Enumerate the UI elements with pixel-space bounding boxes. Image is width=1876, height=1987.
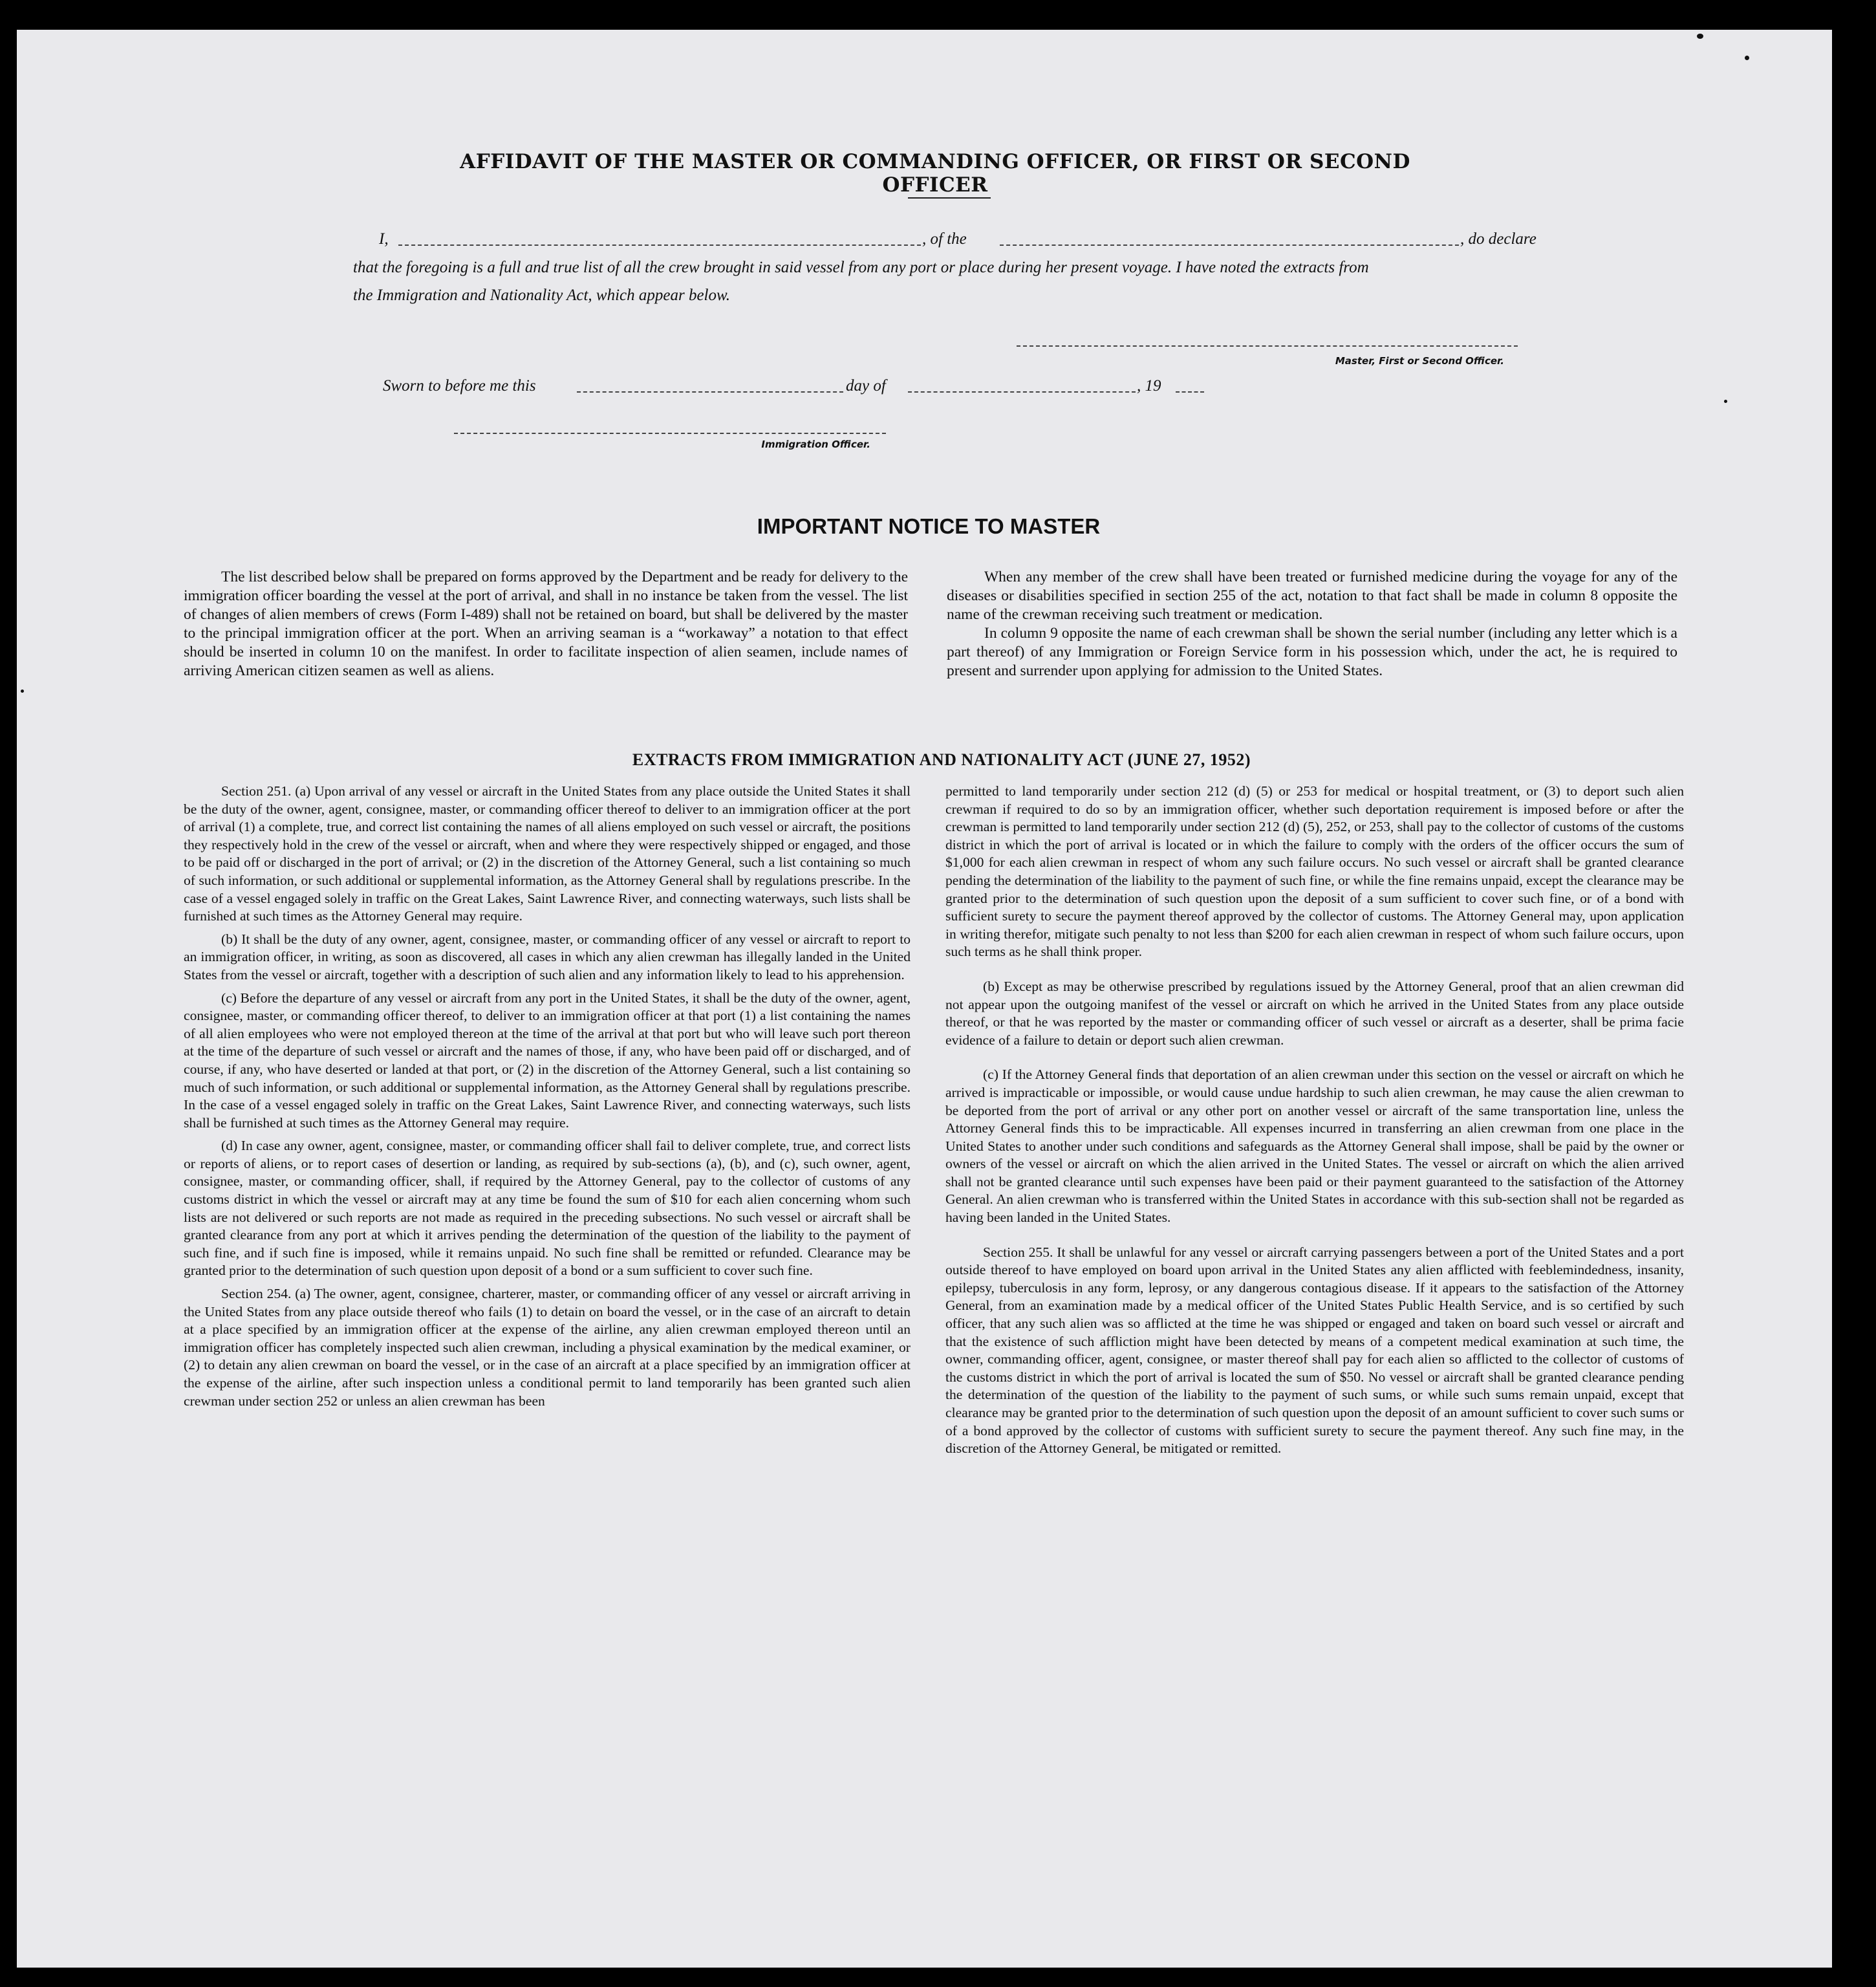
notice-right-column — [947, 568, 1677, 680]
officer-signature-caption: Immigration Officer. — [761, 439, 870, 450]
notice-left-column — [184, 568, 908, 680]
notice-left-paragraph: The list described below shall be prepared on forms approved by the Department and be ready for delivery to the immigration officer boarding the vessel at the port of arrival, and shall in no instance be taken from the vessel. The list of changes of alien members of crews (Form I-489) shall not be retained on board, but shall be delivered by the master to the principal immigration officer at the port. When an arriving seaman is a “workaway” a notation to that effect should be inserted in column 10 on the manifest. In order to facilitate inspection of alien seamen, include names of arriving American citizen seamen as well as aliens. — [184, 569, 908, 679]
scan-speck — [1697, 34, 1703, 39]
scan-speck — [1724, 400, 1727, 403]
sworn-day-of: day of — [846, 377, 886, 395]
notice-right-paragraph-1: When any member of the crew shall have been treated or furnished medicine during the voyage for any of the diseases or disabilities specified in section 255 of the act, notation to that fact shall be made in column 8 opposite the name of the crewman receiving such treatment or medication. — [947, 569, 1677, 623]
document-page — [17, 30, 1832, 1968]
section-254-a: Section 254. (a) The owner, agent, consignee, charterer, master, or commanding officer of any vessel or aircraft arriving in the United States from any place outside thereof who fails (1) to detain on board the vessel, or in the case of an aircraft to detain at a place specified by an immigration officer at the expense of the airline, any alien crewman employed thereon until an immigration officer has completely inspected such alien crewman, including a physical examination by the medical examiner, or (2) to detain any alien crewman on board the vessel, or in the case of an aircraft at a place specified by an immigration officer at the expense of the airline, after such inspection unless a conditional permit to land temporarily has been granted such alien crewman under section 252 or unless an alien crewman has been — [184, 1286, 911, 1409]
master-signature-caption: Master, First or Second Officer. — [1335, 355, 1504, 367]
section-254-b: (b) Except as may be otherwise prescribed by regulations issued by the Attorney General, proof that an alien crewman did not appear upon the outgoing manifest of the vessel or aircraft on which he arrived in the United States from any place outside thereof, or that he was reported by the master or commanding officer of such vessel or aircraft as a deserter, shall be prima facie evidence of a failure to detain or deport such alien crewman. — [945, 978, 1684, 1048]
statement-line-1: that the foregoing is a full and true list of all the crew brought in said vessel from any port or place during her present voyage. I have noted the extracts from — [353, 259, 1369, 276]
title-divider — [908, 197, 991, 199]
statement-line-2: the Immigration and Nationality Act, which appear below. — [353, 287, 731, 304]
sworn-year: , 19 — [1137, 377, 1161, 395]
scan-speck — [21, 689, 24, 693]
sworn-year-fill-line[interactable] — [1176, 391, 1204, 393]
name-fill-line[interactable] — [398, 244, 921, 246]
declaration-line — [353, 230, 1536, 252]
declaration-prefix: I, — [379, 230, 389, 248]
notice-right-paragraph-2: In column 9 opposite the name of each crewman shall be shown the serial number (including any letter which is a part thereof) of any Immigration or Foreign Service form in his possession which, under the act, he is required to present and surrender upon applying for admission to the United States. — [947, 625, 1677, 679]
section-251-c: (c) Before the departure of any vessel or aircraft from any port in the United States, it shall be the duty of the owner, agent, consignee, master, or commanding officer thereof, to deliver to an immigration officer at that port (1) a list containing the names of all alien employees who were not employed thereon at the time of the arrival at that port but who will leave such port thereon at the time of the departure of such vessel or aircraft and the names of those, if any, who have been paid off or discharged, and of course, if any, who have deserted or landed at that port, or (2) in the discretion of the Attorney General, such a list containing so much of such information, or such additional or supplemental information, as the Attorney General shall by regulations prescribe. In the case of a vessel engaged solely in traffic on the Great Lakes, Saint Lawrence River, and connecting waterways, such lists shall be furnished at such times as the Attorney General may require. — [184, 990, 911, 1131]
notice-title: IMPORTANT NOTICE TO MASTER — [757, 514, 1101, 538]
section-254-a-continued: permitted to land temporarily under section 212 (d) (5) or 253 for medical or hospital treatment, or (3) to deport such alien crewman if required to do so by an immigration officer, whether such deportation requirement is imposed before or after the crewman is permitted to land temporarily under section 212 (d) (5), 252, or 253, shall pay to the collector of customs of the customs district in which the port of arrival is located or in which the failure to comply with the orders of the officer occurs the sum of $1,000 for each alien crewman in respect of whom any such failure occurs. No such vessel or aircraft shall be granted clearance pending the determination of the liability to the payment of such fine, or while the fine remains unpaid, except the clearance may be granted prior to the determination of such question upon the deposit of a sum sufficient to cover such fine, or of a bond with sufficient surety to secure the payment thereof approved by the collector of customs. The Attorney General may, upon application in writing therefor, mitigate such penalty to not less than $200 for each alien crewman in respect of whom such failure occurs, upon such terms as he shall think proper. — [945, 783, 1684, 960]
section-251-b: (b) It shall be the duty of any owner, agent, consignee, master, or commanding officer of any vessel or aircraft to report to an immigration officer, in writing, as soon as discovered, all cases in which any alien crewman has illegally landed in the United States from the vessel or aircraft, together with a description of such alien and any information likely to lead to his apprehension. — [184, 931, 911, 983]
section-251-a: Section 251. (a) Upon arrival of any vessel or aircraft in the United States from any place outside the United States it shall be the duty of the owner, agent, consignee, master, or commanding officer thereof to deliver to an immigration officer at the port of arrival (1) a complete, true, and correct list containing the names of all aliens employed on such vessel or aircraft, the positions they respectively hold in the crew of the vessel or aircraft, when and where they were respectively shipped or engaged, and those to be paid off or discharged in the port of arrival; or (2) in the discretion of the Attorney General, such a list containing so much of such information, or such additional or supplemental information, as the Attorney General shall by regulations prescribe. In the case of a vessel engaged solely in traffic on the Great Lakes, Saint Lawrence River, and connecting waterways, such lists shall be furnished at such times as the Attorney General may require. — [184, 783, 911, 924]
affidavit-title: AFFIDAVIT OF THE MASTER OR COMMANDING OFFICER, OR FIRST OR SECOND OFFICER — [460, 150, 1410, 197]
section-255: Section 255. It shall be unlawful for any vessel or aircraft carrying passengers between a port of the United States and a port outside thereof to have employed on board upon arrival in the United States any alien afflicted with feeblemindedness, insanity, epilepsy, tuberculosis in any form, leprosy, or any dangerous contagious disease. If it appears to the satisfaction of the Attorney General, from an examination made by a medical officer of the United States Public Health Service, and is so certified by such officer, that any such alien was so afflicted at the time he was shipped or engaged and taken on board such vessel or aircraft and that the existence of such affliction might have been detected by means of a competent medical examination at such time, the owner, commanding officer, agent, consignee, or master thereof shall pay for each alien so afflicted to the collector of customs of the customs district in which the port of arrival is located the sum of $50. No vessel or aircraft shall be granted clearance pending the determination of the question of the liability to the payment of such sums, or while such sums remain unpaid, except that clearance may be granted prior to the determination of such question upon the deposit of an amount sufficient to cover such sums or of a bond approved by the collector of customs with sufficient surety to secure the payment thereof. Any such fine may, in the discretion of the Attorney General, be mitigated or remitted. — [945, 1244, 1684, 1457]
sworn-line — [383, 377, 1224, 399]
sworn-month-fill-line[interactable] — [908, 391, 1136, 393]
extracts-left-column — [184, 783, 911, 1415]
declaration-suffix: , do declare — [1460, 230, 1536, 248]
master-signature-line[interactable] — [1017, 345, 1518, 347]
declaration-of-the: , of the — [922, 230, 967, 248]
section-251-d: (d) In case any owner, agent, consignee, master, or commanding officer shall fail to deliver complete, true, and correct lists or reports of aliens, or to report cases of desertion or landing, as required by sub-sections (a), (b), and (c), such owner, agent, consignee, master, or commanding officer, shall, if required by the Attorney General, pay to the collector of customs of any customs district in which the vessel or aircraft may at any time be found the sum of $10 for each alien concerning whom such lists are not delivered or such reports are not made as required in the preceding subsections. No such vessel or aircraft shall be granted clearance from any port at which it arrives pending the determination of the question of the liability to the payment of such fine, and if such fine is imposed, while it remains unpaid. No such fine shall be remitted or refunded. Clearance may be granted prior to the determination of such question upon deposit of a bond or a sum sufficient to cover such fine. — [184, 1138, 911, 1279]
scan-speck — [1745, 56, 1749, 60]
section-254-c: (c) If the Attorney General finds that deportation of an alien crewman under this section on the vessel or aircraft on which he arrived is impracticable or impossible, or would cause undue hardship to such alien crewman, he may cause the alien crewman to be deported from the port of arrival or any other port on another vessel or aircraft of the same transportation line, unless the Attorney General finds this to be impracticable. All expenses incurred in transferring an alien crewman from one place in the United States to another under such conditions and safeguards as the Attorney General shall impose, shall be paid by the owner or owners of the vessel or aircraft on which the alien arrived in the United States. The vessel or aircraft on which the alien arrived shall not be granted clearance until such expenses have been paid or their payment guaranteed to the satisfaction of the Attorney General. An alien crewman who is transferred within the United States in accordance with this sub-section shall not be regarded as having been landed in the United States. — [945, 1067, 1684, 1226]
sworn-day-fill-line[interactable] — [577, 391, 843, 393]
extracts-title: EXTRACTS FROM IMMIGRATION AND NATIONALITY ACT (JUNE 27, 1952) — [632, 750, 1251, 769]
officer-signature-line[interactable] — [454, 433, 886, 434]
sworn-prefix: Sworn to before me this — [383, 377, 536, 395]
vessel-fill-line[interactable] — [1000, 244, 1459, 246]
extracts-right-column — [945, 783, 1684, 1475]
